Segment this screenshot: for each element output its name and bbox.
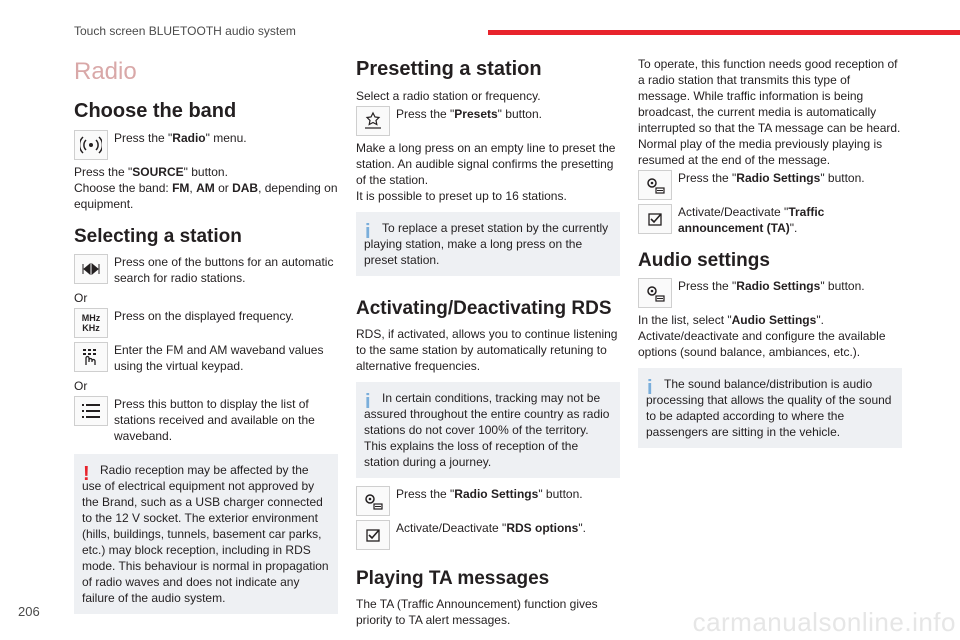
or-2: Or xyxy=(74,379,88,393)
frequency-step: MHz KHz Press on the displayed frequency. xyxy=(74,308,338,338)
settings-icon xyxy=(638,278,672,308)
radio-settings-step-2: Press the "Radio Settings" button. xyxy=(638,170,902,200)
settings-icon xyxy=(356,486,390,516)
choose-band-step: Choose the band: FM, AM or DAB, depending on equipment. xyxy=(74,181,338,211)
info-note-3: i The sound balance/distribution is audio processing that allows the quality of the sound to be adapted according to where the passengers are sitting in the vehicle. xyxy=(638,368,902,448)
heading-choose-band: Choose the band xyxy=(74,100,237,122)
source-step: Press the "SOURCE" button. xyxy=(74,165,228,179)
list-icon xyxy=(74,396,108,426)
info-icon: i xyxy=(365,391,371,413)
traffic-announcement-step: Activate/Deactivate "Traffic announcement (TA)". xyxy=(638,204,902,236)
info-icon: i xyxy=(647,377,653,399)
warning-note: ! Radio reception may be affected by the use of electrical equipment not approved by the Brand, such as a USB charger connected to the 12 V socket. The exterior environment (hills, buildings, tunnels, basement car parks, etc.) may block reception, including in RDS mode. This behaviour is normal in propagation of radio waves and does not indicate any failure of the audio system. xyxy=(74,454,338,614)
heading-audio-settings: Audio settings xyxy=(638,250,770,271)
settings-icon xyxy=(638,170,672,200)
radio-menu-step: Press the "Radio" menu. xyxy=(74,130,338,160)
column-3: To operate, this function needs good reception of a radio station that transmits this type of message. While traffic information is being broadcast, the current media is automatically interrupted so that the TA message can be heard. Normal play of the media previously playing is resumed at the end of the message. Press the "Radio Settings" button. Activate/Deactivate "Traffic announcement (TA)". Audio settings Press the "Radio Settings" button. In the list, select "Audio Settings". Activate/deactivate and configure the available options (sound balance, ambiances, etc.). i The sound balance/distribution is audio processing that allows the quality of the sound to be adapted according to where the passengers are sitting in the vehicle. xyxy=(638,56,902,456)
presets-step: Press the "Presets" button. xyxy=(356,106,620,136)
page-title: Radio xyxy=(74,58,137,85)
heading-selecting-station: Selecting a station xyxy=(74,226,242,247)
watermark: carmanualsonline.info xyxy=(692,607,956,637)
heading-ta-messages: Playing TA messages xyxy=(356,568,550,589)
info-note-1: i To replace a preset station by the currently playing station, make a long press on the preset station. xyxy=(356,212,620,276)
info-icon: i xyxy=(365,221,371,243)
heading-presetting: Presetting a station xyxy=(356,58,542,80)
checkbox-icon xyxy=(638,204,672,234)
heading-rds: Activating/Deactivating RDS xyxy=(356,298,612,319)
radio-settings-step-3: Press the "Radio Settings" button. xyxy=(638,278,902,308)
warning-icon: ! xyxy=(83,463,90,485)
keypad-icon xyxy=(74,342,108,372)
auto-search-step: Press one of the buttons for an automatic search for radio stations. xyxy=(74,254,338,286)
frequency-icon: MHz KHz xyxy=(74,308,108,338)
info-note-2: i In certain conditions, tracking may not be assured throughout the entire country as radio stations do not cover 100% of the territory. This explains the loss of reception of the station during a journey. xyxy=(356,382,620,478)
page-number: 206 xyxy=(18,604,40,619)
station-list-step: Press this button to display the list of stations received and available on the waveband. xyxy=(74,396,338,444)
radio-settings-step: Press the "Radio Settings" button. xyxy=(356,486,620,516)
or-1: Or xyxy=(74,291,88,305)
rds-options-step: Activate/Deactivate "RDS options". xyxy=(356,520,620,550)
checkbox-icon xyxy=(356,520,390,550)
seek-buttons-icon xyxy=(74,254,108,284)
radio-icon xyxy=(74,130,108,160)
keypad-step: Enter the FM and AM waveband values using the virtual keypad. xyxy=(74,342,338,374)
presets-icon xyxy=(356,106,390,136)
header-accent-bar xyxy=(488,30,960,35)
column-2: Presetting a station Select a radio station or frequency. Press the "Presets" button. Make a long press on an empty line to preset the station. An audible signal confirms the presetting of the station. It is possible to preset up to 16 stations. i To replace a preset station by the currently playing station, make a long press on the preset station. Activating/Deactivating RDS RDS, if activated, allows you to continue listening to the same station by automatically retuning to alternative frequencies. i In certain conditions, tracking may not be assured throughout the entire country as radio stations do not cover 100% of the territory. This explains the loss of reception of the station during a journey. Press the "Radio Settings" button. Activate/Deactivate "RDS options". Playing TA messages The TA (Traffic Announcement) function gives priority to TA alert messages. xyxy=(356,56,620,628)
running-header: Touch screen BLUETOOTH audio system xyxy=(74,24,296,38)
column-1 xyxy=(74,56,338,622)
